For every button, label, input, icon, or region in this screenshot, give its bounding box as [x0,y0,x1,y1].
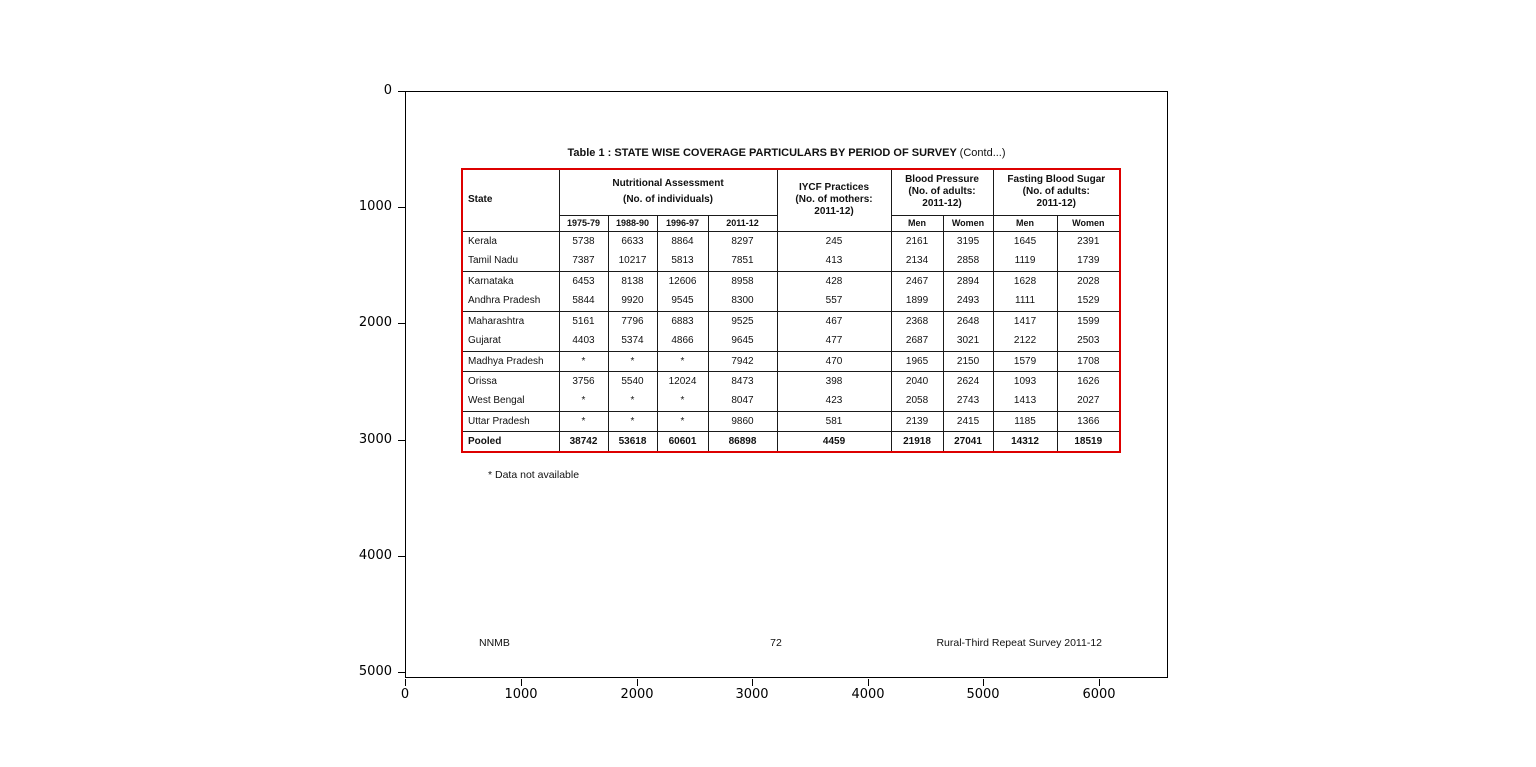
header-iycf-line3: 2011-12) [814,206,854,218]
value-cell: 3195 [943,231,993,251]
value-cell: 3021 [943,331,993,351]
value-cell: 1366 [1057,411,1120,431]
value-cell: 6633 [608,231,657,251]
y-tick [398,672,405,673]
x-tick [752,679,753,686]
value-cell: 7942 [708,351,777,371]
value-cell: 2161 [891,231,943,251]
value-cell: 4459 [777,431,891,452]
value-cell: 2027 [1057,391,1120,411]
state-cell: Tamil Nadu [462,251,559,271]
value-cell: 4403 [559,331,608,351]
table-title-contd: (Contd...) [959,147,1006,159]
value-cell: 5540 [608,371,657,391]
value-cell: 1965 [891,351,943,371]
value-cell: 2858 [943,251,993,271]
value-cell: 1413 [993,391,1057,411]
header-nutritional-assessment [559,169,777,215]
value-cell: 2415 [943,411,993,431]
value-cell: 38742 [559,431,608,452]
state-cell: Pooled [462,431,559,452]
value-cell: 1645 [993,231,1057,251]
value-cell: 5161 [559,311,608,331]
value-cell: 6883 [657,311,708,331]
state-cell: Madhya Pradesh [462,351,559,371]
value-cell: 5813 [657,251,708,271]
value-cell: * [608,391,657,411]
value-cell: 1626 [1057,371,1120,391]
value-cell: 10217 [608,251,657,271]
y-tick-label: 3000 [358,432,392,447]
value-cell: 1579 [993,351,1057,371]
value-cell: 428 [777,271,891,291]
table-header [462,169,1120,231]
footer-org: NNMB [479,637,510,649]
x-tick-label: 3000 [735,687,769,702]
y-tick-label: 5000 [358,664,392,679]
value-cell: 423 [777,391,891,411]
state-cell: Andhra Pradesh [462,291,559,311]
table-row [462,291,1120,311]
header-fbs-line2: (No. of adults: [1022,186,1090,198]
table-row [462,411,1120,431]
value-cell: 1708 [1057,351,1120,371]
value-cell: 2467 [891,271,943,291]
x-tick [983,679,984,686]
value-cell: 7387 [559,251,608,271]
value-cell: 470 [777,351,891,371]
value-cell: 1093 [993,371,1057,391]
value-cell: 1628 [993,271,1057,291]
value-cell: 2391 [1057,231,1120,251]
value-cell: 7796 [608,311,657,331]
x-tick [405,679,406,686]
header-iycf-line2: (No. of mothers: [795,194,873,206]
table-row [462,391,1120,411]
value-cell: 9645 [708,331,777,351]
state-cell: West Bengal [462,391,559,411]
table-row [462,331,1120,351]
state-cell: Uttar Pradesh [462,411,559,431]
value-cell: 1417 [993,311,1057,331]
header-bp-line2: (No. of adults: [908,186,976,198]
state-cell: Karnataka [462,271,559,291]
table-row [462,371,1120,391]
table-row [462,231,1120,251]
value-cell: * [657,391,708,411]
value-cell: 398 [777,371,891,391]
value-cell: 2058 [891,391,943,411]
value-cell: 477 [777,331,891,351]
value-cell: 2503 [1057,331,1120,351]
value-cell: 8473 [708,371,777,391]
value-cell: 2150 [943,351,993,371]
table-row [462,251,1120,271]
value-cell: 2687 [891,331,943,351]
x-tick-label: 1000 [504,687,538,702]
value-cell: 1599 [1057,311,1120,331]
header-iycf-practices [777,169,891,231]
footnote: * Data not available [488,469,580,481]
header-blood-pressure [891,169,993,215]
value-cell: 8864 [657,231,708,251]
y-tick-label: 2000 [358,315,392,330]
value-cell: 2894 [943,271,993,291]
header-fbs-men: Men [993,215,1057,231]
value-cell: 467 [777,311,891,331]
header-fbs-line1: Fasting Blood Sugar [1007,174,1106,186]
value-cell: 5374 [608,331,657,351]
value-cell: 1899 [891,291,943,311]
value-cell: 7851 [708,251,777,271]
value-cell: 9525 [708,311,777,331]
x-tick [637,679,638,686]
value-cell: 2134 [891,251,943,271]
plot-area [405,91,1168,678]
value-cell: 581 [777,411,891,431]
value-cell: 557 [777,291,891,311]
x-tick-label: 6000 [1082,687,1116,702]
value-cell: 6453 [559,271,608,291]
x-tick-label: 2000 [620,687,654,702]
value-cell: 9545 [657,291,708,311]
value-cell: 2139 [891,411,943,431]
header-row-groups [462,169,1120,215]
value-cell: 2028 [1057,271,1120,291]
value-cell: 8047 [708,391,777,411]
header-nutritional-line2: (No. of individuals) [623,194,713,206]
y-tick [398,207,405,208]
header-state: State [462,169,559,231]
value-cell: * [559,391,608,411]
header-year-1975-79: 1975-79 [559,215,608,231]
value-cell: 2624 [943,371,993,391]
value-cell: 5738 [559,231,608,251]
value-cell: 8300 [708,291,777,311]
page-number: 72 [770,637,782,649]
value-cell: * [559,411,608,431]
y-tick-label: 4000 [358,548,392,563]
footer-survey: Rural-Third Repeat Survey 2011-12 [936,637,1102,649]
value-cell: 2743 [943,391,993,411]
value-cell: 2648 [943,311,993,331]
table-body [462,231,1120,452]
value-cell: 27041 [943,431,993,452]
header-fbs-women: Women [1057,215,1120,231]
value-cell: 53618 [608,431,657,452]
value-cell: 1185 [993,411,1057,431]
table-title [406,147,1167,159]
x-tick-label: 4000 [851,687,885,702]
header-nutritional-line1: Nutritional Assessment [612,178,724,190]
value-cell: * [657,351,708,371]
header-fasting-blood-sugar [993,169,1120,215]
value-cell: 2122 [993,331,1057,351]
value-cell: 12024 [657,371,708,391]
value-cell: 3756 [559,371,608,391]
x-tick [868,679,869,686]
value-cell: 14312 [993,431,1057,452]
value-cell: * [608,351,657,371]
y-tick [398,91,405,92]
value-cell: * [608,411,657,431]
y-tick-label: 0 [383,83,392,98]
coverage-table [461,168,1121,453]
x-tick [521,679,522,686]
value-cell: 9920 [608,291,657,311]
value-cell: 8297 [708,231,777,251]
header-year-1996-97: 1996-97 [657,215,708,231]
value-cell: 86898 [708,431,777,452]
value-cell: 1739 [1057,251,1120,271]
value-cell: 1529 [1057,291,1120,311]
value-cell: 1111 [993,291,1057,311]
y-tick [398,440,405,441]
value-cell: * [559,351,608,371]
header-bp-men: Men [891,215,943,231]
value-cell: 2040 [891,371,943,391]
header-fbs-line3: 2011-12) [1036,198,1077,210]
header-year-2011-12: 2011-12 [708,215,777,231]
value-cell: 413 [777,251,891,271]
table-row [462,311,1120,331]
x-tick-label: 0 [400,687,410,702]
header-bp-line3: 2011-12) [922,198,962,210]
state-cell: Kerala [462,231,559,251]
value-cell: 21918 [891,431,943,452]
y-tick [398,556,405,557]
value-cell: 60601 [657,431,708,452]
value-cell: 2493 [943,291,993,311]
y-tick-label: 1000 [358,199,392,214]
table-row [462,351,1120,371]
value-cell: 8958 [708,271,777,291]
x-tick-label: 5000 [966,687,1000,702]
value-cell: 2368 [891,311,943,331]
value-cell: 8138 [608,271,657,291]
table-title-text: Table 1 : STATE WISE COVERAGE PARTICULARS BY PERIOD OF SURVEY [567,147,957,159]
state-cell: Maharashtra [462,311,559,331]
state-cell: Orissa [462,371,559,391]
x-tick [1099,679,1100,686]
value-cell: 245 [777,231,891,251]
value-cell: 12606 [657,271,708,291]
state-cell: Gujarat [462,331,559,351]
header-bp-line1: Blood Pressure [905,174,979,186]
value-cell: * [657,411,708,431]
value-cell: 1119 [993,251,1057,271]
value-cell: 9860 [708,411,777,431]
header-iycf-line1: IYCF Practices [798,182,870,194]
value-cell: 4866 [657,331,708,351]
value-cell: 5844 [559,291,608,311]
header-year-1988-90: 1988-90 [608,215,657,231]
table-row [462,431,1120,452]
y-tick [398,323,405,324]
value-cell: 18519 [1057,431,1120,452]
header-bp-women: Women [943,215,993,231]
table-row [462,271,1120,291]
